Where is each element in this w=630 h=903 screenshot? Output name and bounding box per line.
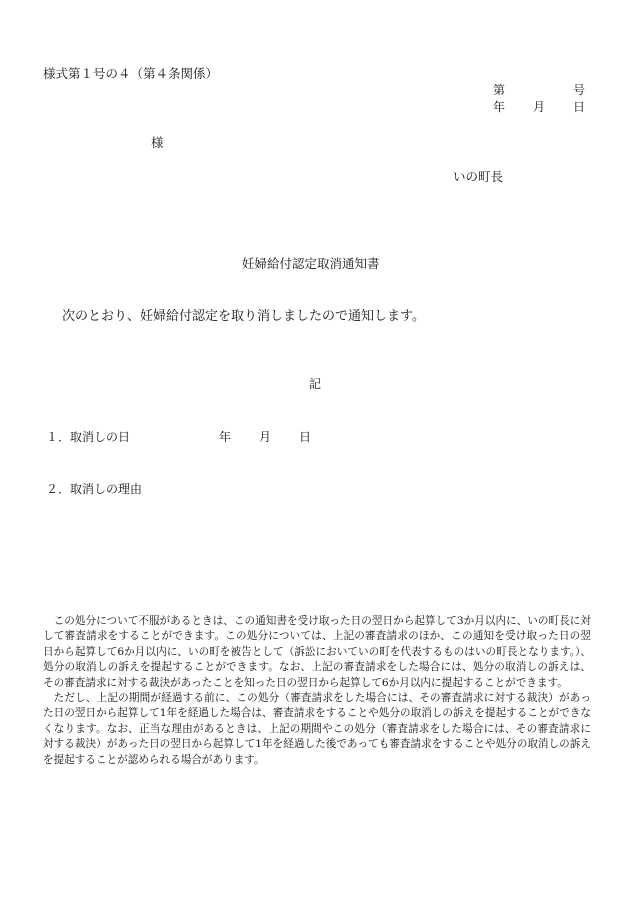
- appeal-notice-paragraph: この処分について不服があるときは、この通知書を受け取った日の翌日から起算して3か月以内に、いの町長に対して審査請求をすることができます。この処分については、上記の審査請求のほか、この通知を受け取った日の翌日から起算して6か月以内に、いの町を被告として（訴訟においていの町を代表するものはいの町長となります。）、処分の取消しの訴えを提起することができます。なお、上記の審査請求をした場合には、処分の取消しの訴えは、その審査請求に対する裁決があったことを知った日の翌日から起算して6か月以内に提起することができます。: [43, 615, 591, 689]
- appeal-notice-paragraph: ただし、上記の期間が経過する前に、この処分（審査請求をした場合には、その審査請求に対する裁決）があった日の翌日から起算して1年を経過した場合は、審査請求をすることや処分の取消しの訴えを提起することができなくなります。なお、正当な理由があるときは、上記の期間やこの処分（審査請求をした場合には、その審査請求に対する裁決）があった日の翌日から起算して1年を経過した後であっても審査請求をすることや処分の取消しの訴えを提起することが認められる場合があります。: [43, 692, 591, 766]
- document-title: 妊婦給付認定取消通知書: [242, 256, 380, 271]
- appeal-notice: [43, 614, 591, 768]
- document-number-prefix: 第: [493, 83, 506, 97]
- cancellation-date-year: 年: [219, 430, 232, 444]
- recipient-honorific: 様: [151, 135, 164, 150]
- ki-heading: 記: [309, 377, 322, 391]
- cancellation-reason-label: ２．取消しの理由: [46, 482, 143, 496]
- cancellation-date-label: １．取消しの日: [46, 430, 131, 444]
- form-number: 様式第１号の４（第４条関係）: [43, 66, 219, 81]
- cancellation-date-day: 日: [299, 430, 312, 444]
- issue-date-year: 年: [493, 100, 506, 114]
- cancellation-date-month: 月: [259, 430, 272, 444]
- issuer-name: いの町長: [453, 169, 504, 184]
- issue-date-day: 日: [573, 100, 586, 114]
- issue-date-month: 月: [533, 100, 546, 114]
- intro-text: 次のとおり、妊婦給付認定を取り消しましたので通知します。: [62, 309, 425, 324]
- document-number-suffix: 号: [573, 83, 586, 97]
